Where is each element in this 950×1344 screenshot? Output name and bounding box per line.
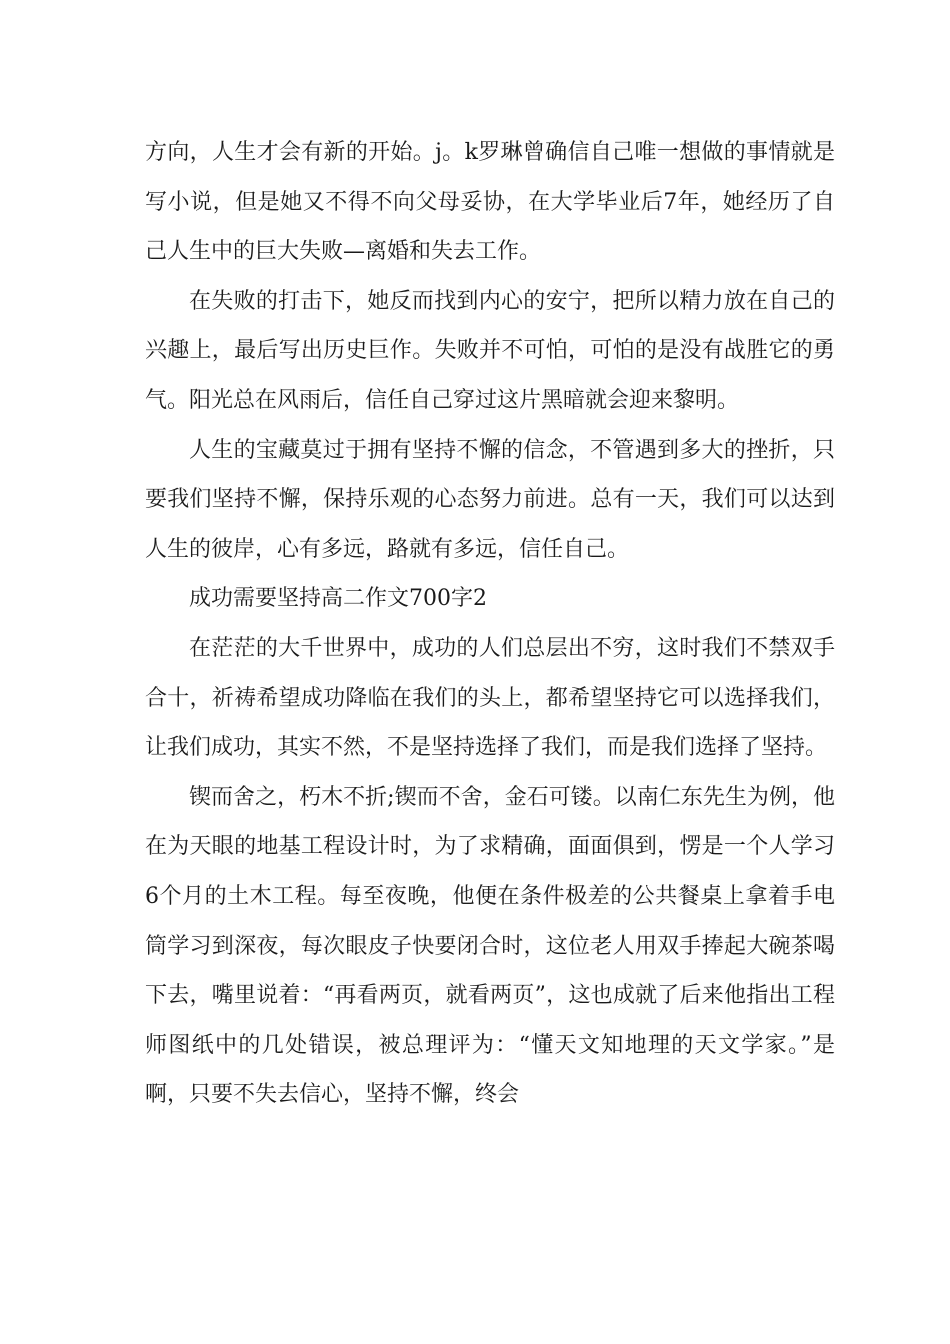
document-body (145, 128, 835, 1120)
paragraph: 人生的宝藏莫过于拥有坚持不懈的信念，不管遇到多大的挫折，只要我们坚持不懈，保持乐观的心态努力前进。总有一天，我们可以达到人生的彼岸，心有多远，路就有多远，信任自己。 (145, 437, 835, 562)
section-heading: 成功需要坚持高二作文700字2 (189, 586, 487, 612)
paragraph-continuation: 方向，人生才会有新的开始。j。k罗琳曾确信自己唯一想做的事情就是写小说，但是她又不得不向父母妥协，在大学毕业后7年，她经历了自己人生中的巨大失败—离婚和失去工作。 (145, 140, 835, 265)
paragraph: 锲而舍之，朽木不折;锲而不舍，金石可镂。以南仁东先生为例，他在为天眼的地基工程设计时，为了求精确，面面俱到，愣是一个人学习6个月的土木工程。每至夜晚，他便在条件极差的公共餐桌上拿着手电筒学习到深夜，每次眼皮子快要闭合时，这位老人用双手捧起大碗茶喝下去，嘴里说着：“再看两页，就看两页”，这也成就了后来他指出工程师图纸中的几处错误，被总理评为：“懂天文知地理的天文学家。”是啊，只要不失去信心，坚持不懈，终会 (145, 784, 835, 1108)
paragraph: 在失败的打击下，她反而找到内心的安宁，把所以精力放在自己的兴趣上，最后写出历史巨作。失败并不可怕，可怕的是没有战胜它的勇气。阳光总在风雨后，信任自己穿过这片黑暗就会迎来黎明。 (145, 288, 835, 413)
paragraph: 在茫茫的大千世界中，成功的人们总层出不穷，这时我们不禁双手合十，祈祷希望成功降临在我们的头上，都希望坚持它可以选择我们，让我们成功，其实不然，不是坚持选择了我们，而是我们选择了坚持。 (145, 635, 835, 761)
